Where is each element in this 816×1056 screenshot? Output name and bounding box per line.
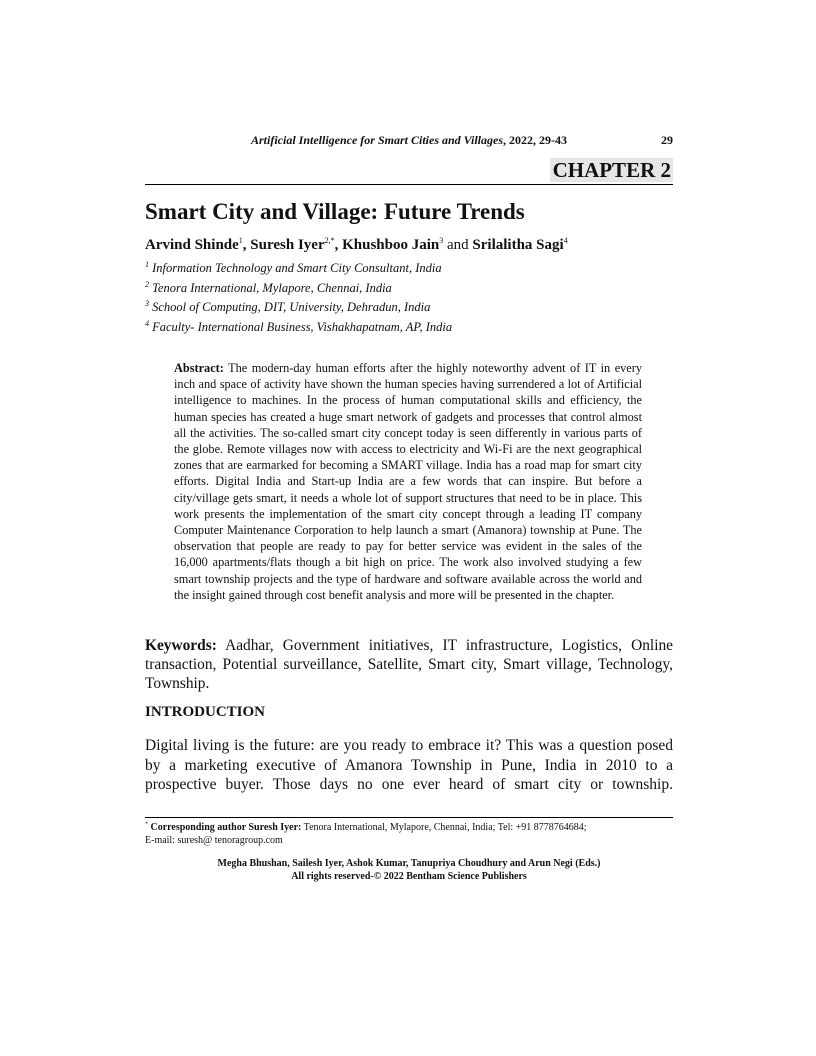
- author-separator: ,: [242, 237, 251, 253]
- footnote-block: [145, 822, 673, 847]
- author-affil-mark: 4: [563, 236, 568, 245]
- affiliation-number: 4: [145, 318, 149, 328]
- introduction-paragraph: Digital living is the future: are you ready to embrace it? This was a question posed by a marketing executive of Amanora Township in Pune, India in 2010 to a prospective buyer. Those days no one ever heard of smart city or township.: [145, 737, 673, 793]
- affiliation-number: 1: [145, 259, 149, 269]
- author-name: Srilalitha Sagi: [472, 237, 564, 253]
- author-affil-mark: 1: [238, 236, 243, 245]
- paper-title: Smart City and Village: Future Trends: [145, 199, 525, 224]
- editors-line: Megha Bhushan, Sailesh Iyer, Ashok Kumar, Tanupriya Choudhury and Arun Negi (Eds.): [217, 858, 601, 869]
- affiliation-list: [145, 259, 452, 337]
- keywords-block: [145, 636, 673, 693]
- journal-name: Artificial Intelligence for Smart Cities and Villages: [250, 133, 504, 147]
- author-affil-mark: 3: [439, 236, 444, 245]
- abstract-block: [174, 360, 642, 603]
- copyright-line: All rights reserved-© 2022 Bentham Science Publishers: [291, 870, 527, 882]
- author-separator: ,: [334, 237, 343, 253]
- journal-year-pages: , 2022, 29-43: [503, 133, 568, 147]
- author-name: Khushboo Jain: [342, 237, 440, 253]
- author-list: [145, 237, 568, 254]
- chapter-label: CHAPTER 2: [550, 158, 673, 182]
- affiliation-text: Information Technology and Smart City Consultant, India: [152, 261, 442, 275]
- affiliation-number: 2: [145, 279, 149, 289]
- footnote-divider: [145, 817, 673, 818]
- affiliation-item: [145, 279, 452, 299]
- footnote-email: E-mail: suresh@ tenoragroup.com: [145, 834, 283, 846]
- author-affil-mark: 2,*: [324, 236, 335, 245]
- running-header: [145, 133, 673, 148]
- chapter-banner: [145, 156, 673, 185]
- page-number: 29: [661, 133, 673, 147]
- author-name: Arvind Shinde: [145, 237, 239, 253]
- affiliation-text: Faculty- International Business, Vishakhapatnam, AP, India: [152, 319, 453, 334]
- affiliation-text: School of Computing, DIT, University, Dehradun, India: [152, 300, 431, 314]
- editors-credit: [145, 858, 673, 883]
- abstract-text: The modern-day human efforts after the highly noteworthy advent of IT in every inch and space of activity have shown the human species having surrendered a lot of Artificial intelligence to machines. In the process of human computational skills and efficiency, the human species has created a huge smart network of gadgets and processes that control almost all the activities. The so-called smart city concept today is seen differently in various parts of the globe. Remote villages now with access to electricity and Wi-Fi are the next geographical zones that are earmarked for becoming a SMART village. India has a road map for smart city efforts. Digital India and Start-up India are a few words that can inspire. But before a city/village gets smart, it needs a whole lot of support structures that need to be in place. This work presents the implementation of the smart city concept through a leading IT company Computer Maintenance Corporation to help launch a smart (Amanora) township at Pune. The observation that people are ready to pay for better service was evident in the sales of the 16,000 apartments/flats though a bit high on price. The work also involved studying a few smart township projects and the type of hardware and software available across the world and the insight gained through cost benefit analysis and more will be presented in the chapter.: [174, 361, 642, 602]
- affiliation-number: 3: [145, 298, 149, 308]
- affiliation-item: [145, 298, 452, 318]
- affiliation-text: Tenora International, Mylapore, Chennai, India: [152, 280, 392, 295]
- author-and: and: [443, 237, 473, 253]
- keywords-text: Aadhar, Government initiatives, IT infrastructure, Logistics, Online transaction, Potential surveillance, Satellite, Smart city, Smart village, Technology, Township.: [145, 637, 673, 692]
- keywords-label: Keywords:: [145, 637, 217, 654]
- footnote-label: Corresponding author Suresh Iyer:: [150, 822, 302, 833]
- footnote-text: Tenora International, Mylapore, Chennai, India; Tel: +91 8778764684;: [301, 822, 587, 833]
- affiliation-item: [145, 318, 452, 338]
- affiliation-item: [145, 259, 452, 279]
- abstract-label: Abstract:: [174, 361, 224, 375]
- author-name: Suresh Iyer: [250, 237, 325, 253]
- section-heading-introduction: INTRODUCTION: [145, 704, 266, 720]
- footnote-mark: *: [145, 821, 148, 828]
